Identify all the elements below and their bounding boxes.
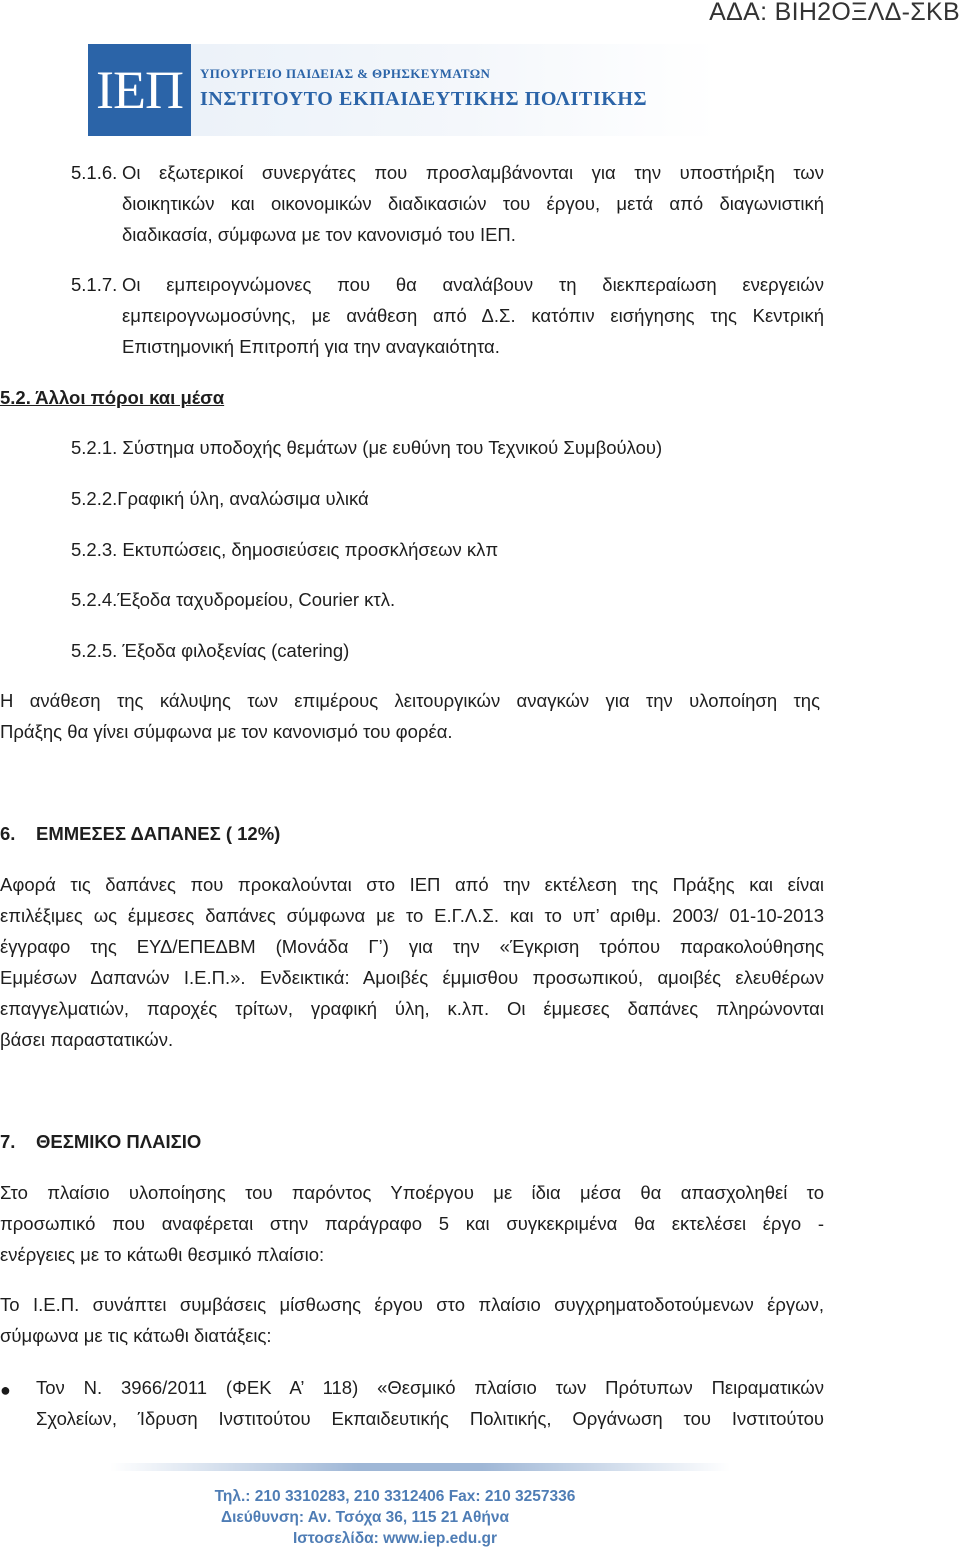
footer-website[interactable]: Ιστοσελίδα: www.iep.edu.gr	[292, 1530, 498, 1547]
paragraph-line: έγγραφο της ΕΥΔ/ΕΠΕΔΒΜ (Μονάδα Γ’) για την «Έγκριση τρόπου παρακολούθησης	[0, 936, 824, 957]
paragraph-line: Η ανάθεση της κάλυψης των επιμέρους λειτουργικών αναγκών για την υλοποίηση της	[0, 690, 820, 711]
list-item: 5.2.3. Εκτυπώσεις, δημοσιεύσεις προσκλήσεων κλπ	[71, 539, 499, 560]
footer-phone: Τηλ.: 210 3310283, 210 3312406 Fax: 210 3257336	[214, 1488, 576, 1505]
paragraph-line: Πράξης θα γίνει σύμφωνα με τον κανονισμό του φορέα.	[0, 721, 453, 742]
paragraph-line: προσωπικό που αναφέρεται στην παράγραφο 5 και συγκεκριμένα θα εκτελέσει έργο -	[0, 1213, 824, 1234]
iep-logo-mark: ΙΕΠ	[88, 44, 191, 136]
paragraph-line: Αφορά τις δαπάνες που προκαλούνται στο ΙΕΠ από την εκτέλεση της Πράξης και είναι	[0, 874, 824, 895]
footer-address: Διεύθυνση: Αν. Τσόχα 36, 115 21 Αθήνα	[220, 1509, 509, 1526]
text-line: διοικητικών και οικονομικών διαδικασιών του έργου, μετά από διαγωνιστική	[122, 193, 824, 214]
ada-code: ΑΔΑ: ΒΙΗ2ΟΞΛΔ-ΣΚΒ	[709, 0, 960, 26]
bullet-icon: ●	[0, 1380, 11, 1400]
paragraph-line: επιλέξιμες ως έμμεσες δαπάνες σύμφωνα με το Ε.Γ.Λ.Σ. και το υπ’ αριθμ. 2003/ 01-10-2013	[0, 905, 824, 926]
footer-divider	[110, 1463, 730, 1471]
paragraph-line: Εμμέσων Δαπανών Ι.Ε.Π.». Ενδεικτικά: Αμοιβές έμμισθου προσωπικού, αμοιβές ελευθέρων	[0, 967, 824, 988]
text-line: διαδικασία, σύμφωνα με τον κανονισμό του ΙΕΠ.	[122, 224, 516, 245]
section-heading: 5.2. Άλλοι πόροι και μέσα	[0, 387, 225, 408]
section-number: 7.	[0, 1131, 16, 1152]
paragraph-line: Το Ι.Ε.Π. συνάπτει συμβάσεις μίσθωσης έργου στο πλαίσιο συγχρηματοδοτούμενων έργων,	[0, 1294, 824, 1315]
text-line: εμπειρογνωμοσύνης, με ανάθεση από Δ.Σ. κατόπιν εισήγησης της Κεντρική	[122, 305, 824, 326]
text-line: Οι εμπειρογνώμονες που θα αναλάβουν τη διεκπεραίωση ενεργειών	[122, 274, 824, 295]
list-item: 5.2.4.Έξοδα ταχυδρομείου, Courier κτλ.	[71, 589, 396, 610]
item-number: 5.1.6.	[71, 162, 118, 183]
section-number: 6.	[0, 823, 16, 844]
logo-ministry: ΥΠΟΥΡΓΕΙΟ ΠΑΙΔΕΙΑΣ & ΘΡΗΣΚΕΥΜΑΤΩΝ	[200, 66, 491, 81]
list-item: 5.2.2.Γραφική ύλη, αναλώσιμα υλικά	[71, 488, 369, 509]
paragraph-line: Στο πλαίσιο υλοποίησης του παρόντος Υποέργου με ίδια μέσα θα απασχοληθεί το	[0, 1182, 824, 1203]
paragraph-line: σύμφωνα με τις κάτωθι διατάξεις:	[0, 1325, 272, 1346]
paragraph-line: ενέργειες με το κάτωθι θεσμικό πλαίσιο:	[0, 1244, 325, 1265]
list-item: 5.2.1. Σύστημα υποδοχής θεμάτων (με ευθύνη του Τεχνικού Συμβούλου)	[71, 437, 663, 458]
list-item: 5.2.5. Έξοδα φιλοξενίας (catering)	[71, 640, 350, 661]
logo-institute: ΙΝΣΤΙΤΟΥΤΟ ΕΚΠΑΙΔΕΥΤΙΚΗΣ ΠΟΛΙΤΙΚΗΣ	[200, 88, 648, 110]
section-title: ΕΜΜΕΣΕΣ ΔΑΠΑΝΕΣ ( 12%)	[36, 823, 281, 844]
paragraph-line: επαγγελματιών, παροχές τρίτων, γραφική ύλη, κ.λπ. Οι έμμεσες δαπάνες πληρώνονται	[0, 998, 824, 1019]
bullet-line: Τον Ν. 3966/2011 (ΦΕΚ Α’ 118) «Θεσμικό πλαίσιο των Πρότυπων Πειραματικών	[36, 1377, 824, 1398]
paragraph-line: βάσει παραστατικών.	[0, 1029, 174, 1050]
bullet-line: Σχολείων, Ίδρυση Ινστιτούτου Εκπαιδευτικής Πολιτικής, Οργάνωση του Ινστιτούτου	[36, 1408, 824, 1429]
text-line: Επιστημονική Επιτροπή για την αναγκαιότητα.	[122, 336, 500, 357]
item-number: 5.1.7.	[71, 274, 118, 295]
text-line: Οι εξωτερικοί συνεργάτες που προσλαμβάνονται για την υποστήριξη των	[122, 162, 824, 183]
section-title: ΘΕΣΜΙΚΟ ΠΛΑΙΣΙΟ	[36, 1131, 202, 1152]
